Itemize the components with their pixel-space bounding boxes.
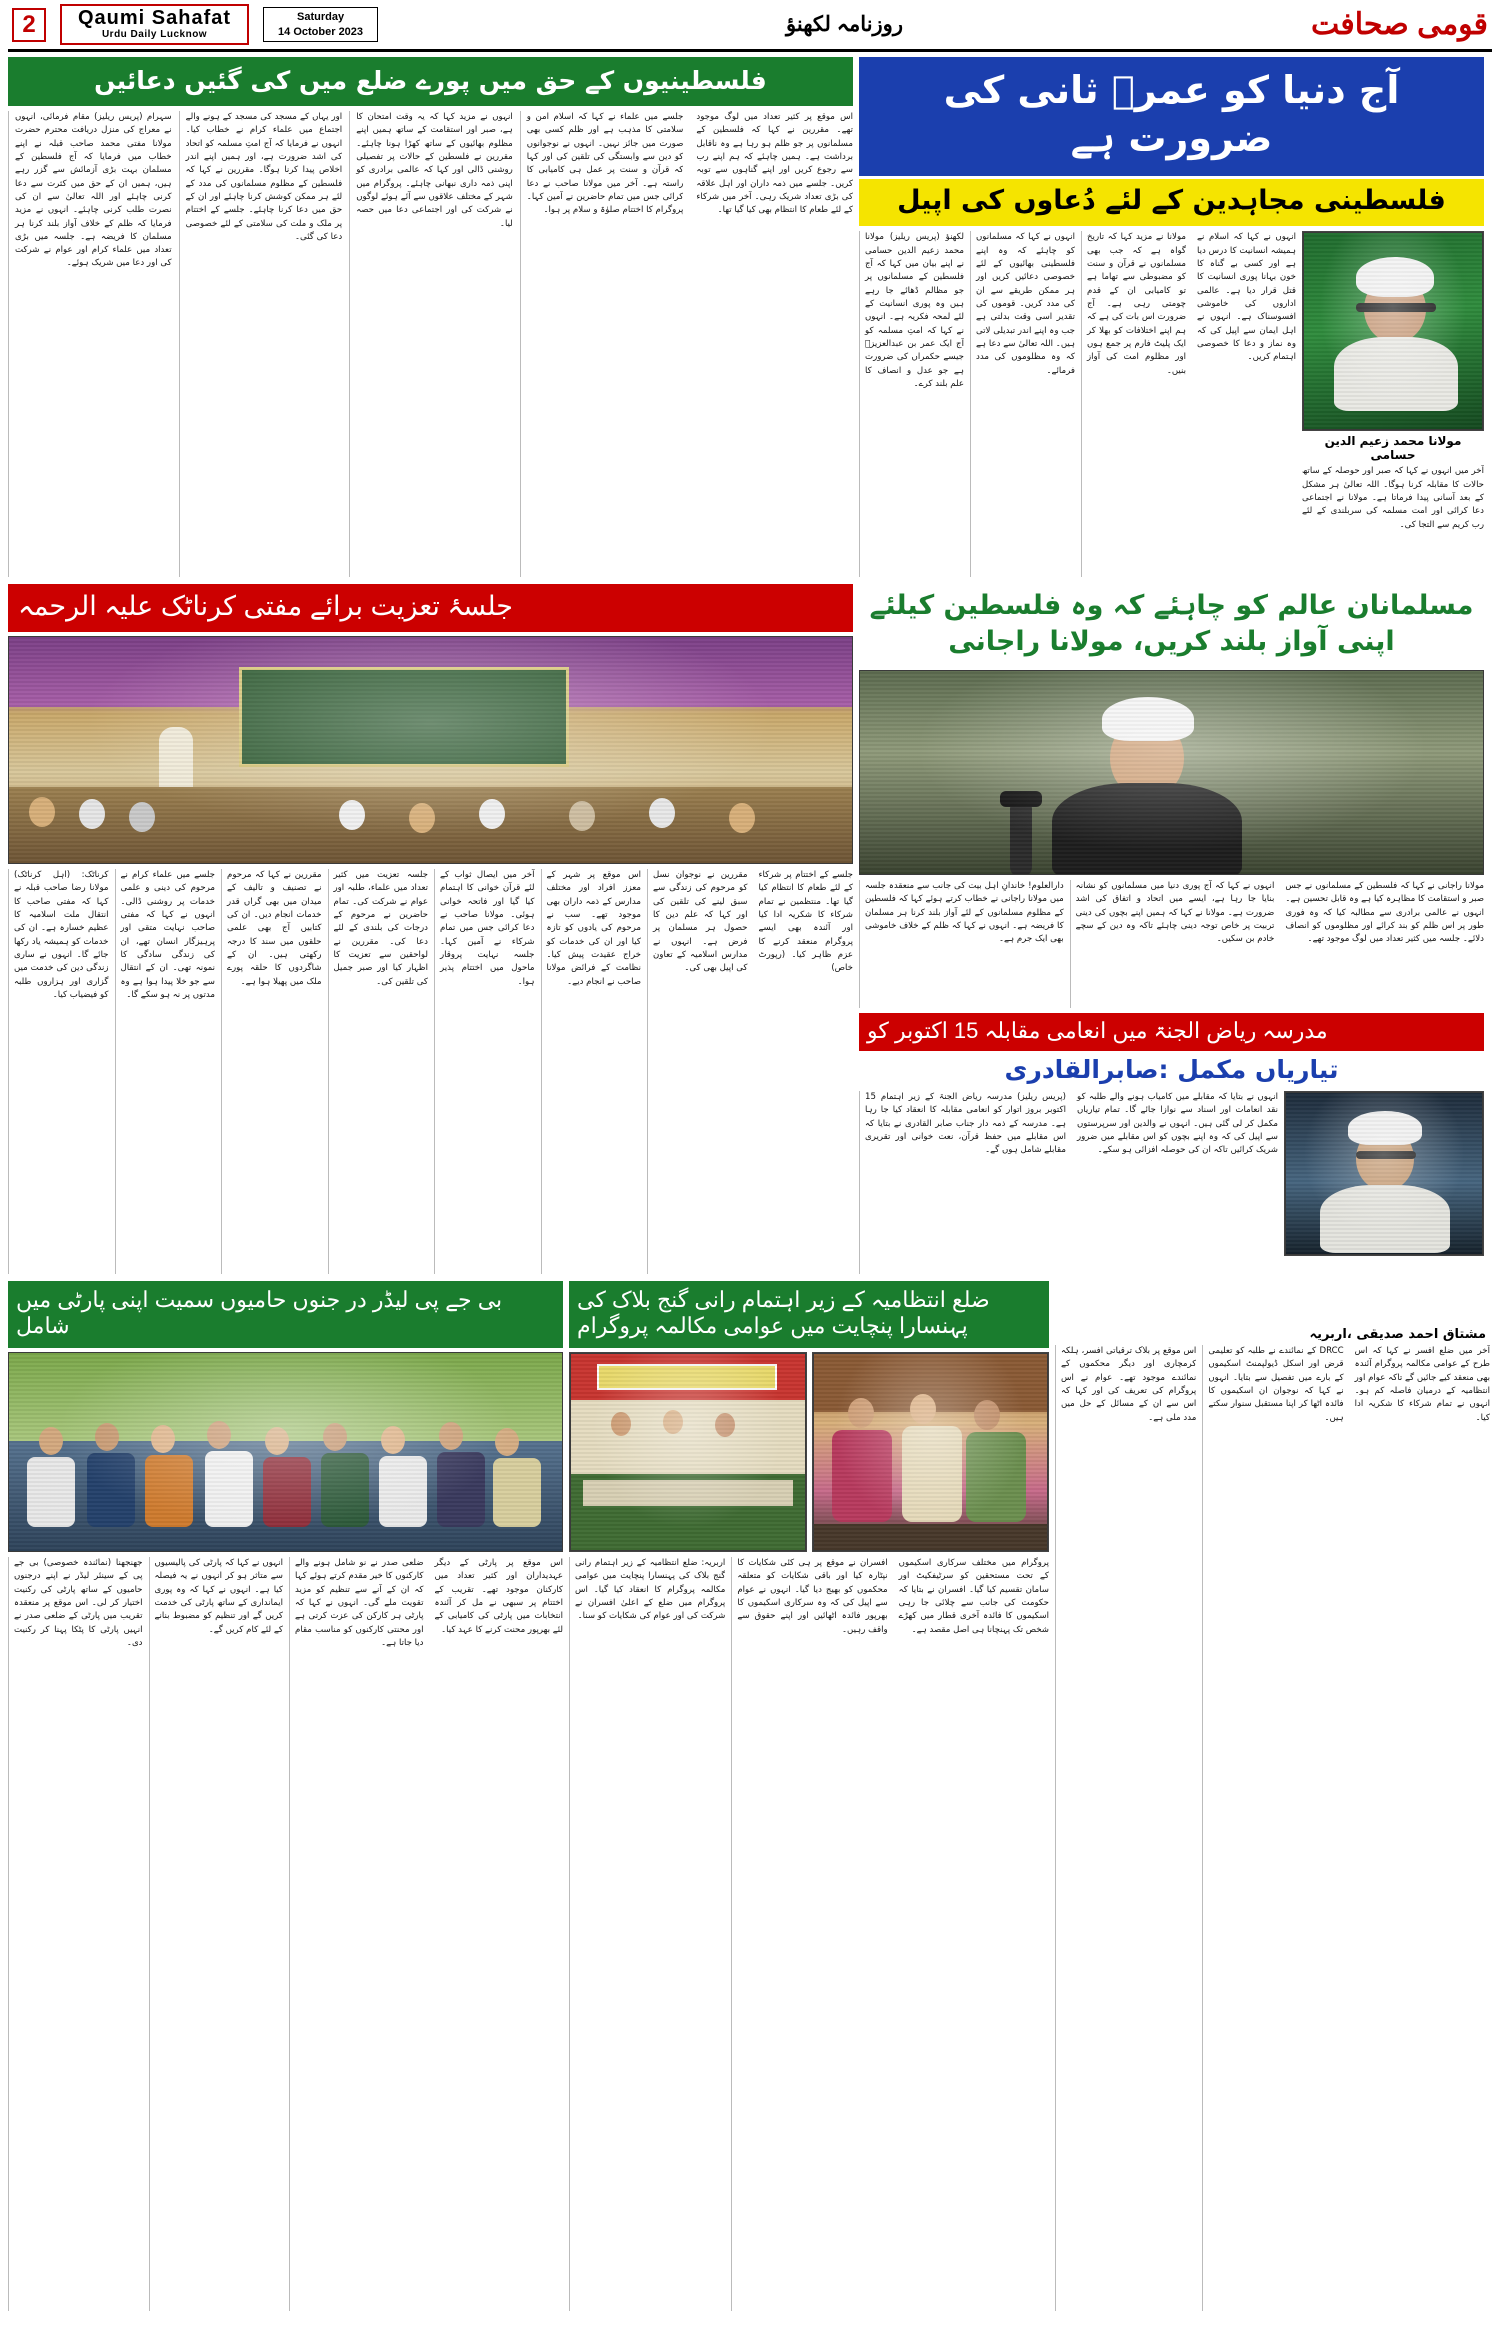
date-box bbox=[263, 7, 378, 42]
masthead-left bbox=[12, 4, 378, 45]
column-text: مقررین نے کہا کہ مرحوم نے تصنیف و تالیف کے میدان میں بھی گراں قدر خدمات انجام دیں۔ ان کی کتابیں آج بھی علمی حلقوں میں سند کا درجہ رکھتی ہیں۔ ان کے شاگردوں کا حلقہ پورے ملک میں پھیلا ہوا ہے۔ bbox=[221, 869, 322, 1274]
day-label: Saturday bbox=[297, 11, 345, 24]
column-text: جھنجھنا (نمائندہ خصوصی) بی جے پی کے سینئر لیڈر نے اپنے درجنوں حامیوں کے ساتھ پارٹی کی رکنیت اختیار کر لی۔ اس موقع پر منعقدہ تقریب میں پارٹی کے ضلعی صدر نے انہیں پارٹی کا پٹکا پہنا کر رکنیت دی۔ bbox=[8, 1557, 143, 2311]
article-madrasa-body bbox=[859, 1091, 1484, 1274]
column-text: DRCC کے نمائندے نے طلبہ کو تعلیمی قرض اور اسکل ڈیولپمنٹ اسکیموں کے بارے میں تفصیل سے بتایا۔ انہوں نے کہا کہ نوجوان ان اسکیموں کا فائدہ اٹھا کر اپنا مستقبل سنوار سکتے ہیں۔ bbox=[1202, 1345, 1343, 2311]
article-panchayat-byline: مشتاق احمد صدیقی ،اربریہ bbox=[1309, 1327, 1486, 1342]
photo-caption: مولانا محمد زعیم الدین حسامی bbox=[1324, 434, 1462, 463]
article-duain-headline: فلسطینیوں کے حق میں پورے ضلع میں کی گئیں دعائیں bbox=[8, 57, 853, 106]
column-text: جلسہ تعزیت میں کثیر تعداد میں علماء، طلبہ اور عوام نے شرکت کی۔ تمام حاضرین نے مرحوم کے درجات کی بلندی کے لئے دعا کی۔ مقررین نے لواحقین سے تعزیت کا اظہار کیا اور صبر جمیل کی تلقین کی۔ bbox=[328, 869, 429, 1274]
article-panchayat-left-part bbox=[569, 1281, 1049, 2311]
article-panchayat-photos bbox=[569, 1352, 1049, 1552]
article-alim-photo bbox=[859, 670, 1484, 875]
column-text: اس موقع پر کثیر تعداد میں لوگ موجود تھے۔ مقررین نے کہا کہ فلسطین کے مسلمانوں پر جو ظلم ہو رہا ہے وہ ناقابل برداشت ہے۔ ہمیں چاہئے کہ ہم اپنے رب سے رجوع کریں اور اپنے گناہوں سے توبہ کریں۔ جلسے میں ذمہ داران اور اہل علاقہ کی بڑی تعداد شریک رہی۔ آخر میں شرکاء کے لئے طعام کا انتظام بھی کیا گیا تھا۔ bbox=[696, 112, 853, 216]
column-text: انہوں نے کہا کہ پارٹی کی پالیسیوں سے متاثر ہو کر انہوں نے یہ فیصلہ کیا ہے۔ انہوں نے کہا کہ وہ پوری ایمانداری کے ساتھ پارٹی کی خدمت کریں گے اور تنظیم کو مضبوط بنانے کے لئے کام کریں گے۔ bbox=[149, 1557, 284, 2311]
article-lead-columns bbox=[859, 231, 1296, 577]
english-nameplate bbox=[60, 4, 249, 45]
article-taziyat-body bbox=[8, 869, 853, 1274]
column-text: انہوں نے کہا کہ آج پوری دنیا میں مسلمانوں کو نشانہ بنایا جا رہا ہے، ایسے میں اتحاد و اتفاق کی اشد ضرورت ہے۔ مولانا نے کہا کہ ہمیں اپنے بچوں کی دینی تربیت پر خاص توجہ دینی چاہئے تاکہ وہ دین کے سچے خادم بن سکیں۔ bbox=[1070, 880, 1275, 1008]
photo-content bbox=[859, 670, 1484, 875]
article-bjp-headline: بی جے پی لیڈر در جنوں حامیوں سمیت اپنی پارٹی میں شامل bbox=[8, 1281, 563, 1348]
article-madrasa-columns bbox=[859, 1091, 1278, 1274]
section-top bbox=[8, 57, 1492, 577]
article-panchayat-body-right bbox=[1055, 1345, 1490, 2311]
column-text: اس موقع پر شہر کے معزز افراد اور مختلف مدارس کے ذمہ داران بھی موجود تھے۔ سب نے مرحوم کی یادوں کو تازہ کیا اور ان کی خدمات کو خراج عقیدت پیش کیا۔ نظامت کے فرائض مولانا صاحب نے انجام دیے۔ bbox=[541, 869, 642, 1274]
article-lead bbox=[859, 57, 1484, 577]
photo-maulana-portrait bbox=[1302, 231, 1484, 431]
column-text: (پریس ریلیز) مدرسہ ریاض الجنۃ کے زیر اہتمام 15 اکتوبر بروز اتوار کو انعامی مقابلہ کا انعقاد کیا جا رہا ہے۔ مدرسہ کے ذمہ دار جناب صابر القادری نے بتایا کہ اس مقابلے میں حفظ قرآن، نعت خوانی اور تقریری مقابلے شامل ہوں گے۔ bbox=[859, 1091, 1066, 1274]
article-bjp-body bbox=[8, 1557, 563, 2311]
section-bottom bbox=[8, 1281, 1492, 2311]
right-column-middle bbox=[859, 584, 1484, 1274]
article-alim-body bbox=[859, 880, 1484, 1008]
article-lead-body bbox=[859, 231, 1484, 577]
column-text: افسران نے موقع پر ہی کئی شکایات کا نپٹارہ کیا اور باقی شکایات کو متعلقہ محکموں کو بھیج دیا گیا۔ انہوں نے عوام سے اپیل کی کہ وہ سرکاری اسکیموں کا بھرپور فائدہ اٹھائیں اور اپنے حقوق سے واقف رہیں۔ bbox=[731, 1557, 887, 2311]
article-alim bbox=[859, 584, 1484, 1008]
article-duain bbox=[8, 57, 853, 577]
article-lead-headline-primary: آج دنیا کو عمرؓ ثانی کی ضرورت ہے bbox=[859, 57, 1484, 176]
column-text: انہوں نے بتایا کہ مقابلے میں کامیاب ہونے والے طلبہ کو نقد انعامات اور اسناد سے نوازا جائے گا۔ تمام تیاریاں مکمل کر لی گئی ہیں۔ انہوں نے والدین اور سرپرستوں سے اپیل کی کہ وہ اپنے بچوں کو اس مقابلے میں ضرور شریک کرائیں تاکہ ان کی حوصلہ افزائی ہو سکے۔ bbox=[1077, 1091, 1278, 1156]
article-panchayat-headline: ضلع انتظامیہ کے زیر اہتمام رانی گنج بلاک کی پہنسارا پنچایت میں عوامی مکالمہ پروگرام bbox=[569, 1281, 1049, 1348]
column-text: جلسے میں علماء نے کہا کہ اسلام امن و سلامتی کا مذہب ہے اور ظلم کسی بھی صورت میں جائز نہیں۔ انہوں نے نوجوانوں کو دین سے وابستگی کی تلقین کی اور کہا کہ قرآن و سنت پر عمل ہی کامیابی کا راستہ ہے۔ آخر میں مولانا صاحب نے دعا کرائی جس میں تمام حاضرین نے آمین کہا۔ پروگرام کا اختتام صلوٰۃ و سلام پر ہوا۔ bbox=[520, 111, 684, 577]
column-text: اس موقع پر پارٹی کے دیگر عہدیداران اور کثیر تعداد میں کارکنان موجود تھے۔ تقریب کے اختتام پر سبھی نے مل کر آئندہ انتخابات میں پارٹی کی کامیابی کے لئے بھرپور محنت کرنے کا عہد کیا۔ bbox=[434, 1558, 563, 1635]
photo-content bbox=[8, 636, 853, 864]
column-text: اربریہ: ضلع انتظامیہ کے زیر اہتمام رانی گنج بلاک کی پہنسارا پنچایت میں عوامی مکالمہ پروگرام کا انعقاد کیا گیا۔ اس پروگرام میں ضلع کے اعلیٰ افسران نے شرکت کی اور عوام کی شکایات کو سنا۔ bbox=[569, 1557, 725, 2311]
column-text: انہوں نے مزید کہا کہ یہ وقت امتحان کا ہے، صبر اور استقامت کے ساتھ ہمیں اپنے مظلوم بھائیوں کے ساتھ کھڑا ہونا چاہئے۔ مقررین نے فلسطین کے حالات پر تفصیلی روشنی ڈالی اور کہا کہ عالمی برادری کو اپنی ذمہ داری نبھانی چاہئے۔ پروگرام میں شہر کے مختلف علاقوں سے آئے ہوئے لوگوں نے شرکت کی اور اجتماعی دعا میں حصہ لیا۔ bbox=[349, 111, 513, 577]
page-number: 2 bbox=[12, 8, 46, 42]
photo-panchayat-meeting-stage bbox=[569, 1352, 807, 1552]
column-text: آخر میں ایصال ثواب کے لئے قرآن خوانی کا اہتمام کیا گیا اور فاتحہ خوانی ہوئی۔ مولانا صاحب نے دعا کرائی جس میں تمام شرکاء نے آمین کہا۔ جلسہ نہایت پروقار ماحول میں اختتام پذیر ہوا۔ bbox=[434, 869, 535, 1274]
article-panchayat-right-part bbox=[1055, 1281, 1490, 2311]
column-text: کرناٹک: (اہل کرناٹک) مولانا رضا صاحب قبلہ نے کہا کہ مفتی صاحب کا انتقال ملت اسلامیہ کا عظیم خسارہ ہے۔ ان کی خدمات کو ہمیشہ یاد رکھا جائے گا۔ انہوں نے ساری زندگی دین کی خدمت میں گزاری اور ہزاروں طلبہ کو فیضیاب کیا۔ bbox=[8, 869, 109, 1274]
urdu-daily-label: روزنامہ لکھنؤ bbox=[786, 13, 903, 36]
column-text: دارالعلوم! خاندانِ اہل بیت کی جانب سے منعقدہ جلسہ میں مولانا راجانی نے خطاب کرتے ہوئے کہا کہ فلسطین کے مظلوم مسلمانوں کے لئے آواز بلند کرنا ہر مسلمان کا فریضہ ہے۔ انہوں نے کہا کہ ظلم کے خلاف خاموشی بھی ایک جرم ہے۔ bbox=[859, 880, 1064, 1008]
column-text: انہوں نے کہا کہ اسلام نے ہمیشہ انسانیت کا درس دیا ہے اور کسی بے گناہ کا خون بہانا پوری انسانیت کا قتل قرار دیا ہے۔ عالمی اداروں کی خاموشی افسوسناک ہے۔ انہوں نے اہل ایمان سے اپیل کی کہ وہ نماز و دعا کا خصوصی اہتمام کریں۔ bbox=[1197, 232, 1296, 363]
article-lead-photo-block bbox=[1302, 231, 1484, 577]
column-text: اس موقع پر بلاک ترقیاتی افسر، ہلکہ کرمچاری اور دیگر محکموں کے نمائندے موجود تھے۔ عوام نے اس پروگرام کی تعریف کی اور کہا کہ اس سے ان کے مسائل کے حل میں مدد ملی ہے۔ bbox=[1055, 1345, 1196, 2311]
column-text: سہرام (پریس ریلیز) مقام فرمائی، انہوں نے معراج کی منزل دریافت محترم حضرت مولانا مفتی محمد صاحب قبلہ نے اپنے خطاب میں فرمایا کہ آج فلسطین کے مسلمان بہت بڑی آزمائش سے گزر رہے ہیں، ہمیں ان کے حق میں کثرت سے دعا کرنی چاہئے اور اللہ تعالیٰ سے ان کی نصرت طلب کرنی چاہئے۔ انہوں نے مزید فرمایا کہ ظلم کے خلاف آواز بلند کرنا ہر مسلمان کا فریضہ ہے۔ جلسہ میں بڑی تعداد میں علماء کرام اور عوام نے شرکت کی اور دعا میں شریک ہوئے۔ bbox=[8, 111, 172, 577]
photo-content bbox=[813, 1353, 1049, 1551]
article-madrasa-headline-secondary: تیاریاں مکمل :صابرالقادری bbox=[1004, 1054, 1339, 1084]
english-title: Qaumi Sahafat bbox=[78, 7, 232, 29]
column-text: پروگرام میں مختلف سرکاری اسکیموں کے تحت مستحقین کو سرٹیفکیٹ اور سامان تقسیم کیا گیا۔ افسران نے بتایا کہ حکومت کی جانب سے چلائی جا رہی اسکیموں کا فائدہ آخری قطار میں کھڑے شخص تک پہنچانا ہی اصل مقصد ہے۔ bbox=[898, 1558, 1049, 1635]
photo-panchayat-certificate-distribution bbox=[812, 1352, 1050, 1552]
article-lead-headline-secondary: فلسطینی مجاہدین کے لئے دُعاوں کی اپیل bbox=[859, 179, 1484, 226]
article-taziyat-photo bbox=[8, 636, 853, 864]
english-subtitle: Urdu Daily Lucknow bbox=[101, 29, 208, 40]
section-middle bbox=[8, 584, 1492, 1274]
column-text: آخر میں انہوں نے کہا کہ صبر اور حوصلہ کے ساتھ حالات کا مقابلہ کرنا ہوگا۔ اللہ تعالیٰ ہر مشکل کے بعد آسانی پیدا فرماتا ہے۔ مولانا نے اجتماعی دعا کرائی اور امت مسلمہ کی سربلندی کے لئے رب کریم سے التجا کی۔ bbox=[1302, 466, 1484, 530]
article-bjp-photo bbox=[8, 1352, 563, 1552]
date-label: 14 October 2023 bbox=[278, 25, 364, 38]
photo-sabir-qadri bbox=[1284, 1091, 1484, 1256]
article-madrasa bbox=[859, 1008, 1484, 1274]
masthead bbox=[8, 6, 1492, 52]
article-panchayat-body-left bbox=[569, 1557, 1049, 2311]
column-text: جلسے کے اختتام پر شرکاء کے لئے طعام کا انتظام کیا گیا تھا۔ منتظمین نے تمام شرکاء کا شکریہ ادا کیا اور آئندہ بھی ایسے پروگرام منعقد کرنے کا عزم ظاہر کیا۔ (رپورٹ خاص) bbox=[758, 870, 853, 974]
column-text: مولانا راجانی نے کہا کہ فلسطین کے مسلمانوں نے جس صبر و استقامت کا مظاہرہ کیا ہے وہ قابل تحسین ہے۔ انہوں نے عالمی برادری سے مطالبہ کیا کہ وہ فوری طور پر اس ظلم کو بند کرائے اور مظلوموں کو انصاف دلائے۔ جلسہ میں کثیر تعداد میں لوگ موجود تھے۔ bbox=[1285, 880, 1484, 945]
article-madrasa-photo-block bbox=[1284, 1091, 1484, 1274]
photo-content bbox=[8, 1352, 563, 1552]
article-taziyat-headline: جلسۂ تعزیت برائے مفتی کرناٹک علیہ الرحمہ bbox=[8, 584, 853, 632]
column-text: جلسے میں علماء کرام نے مرحوم کی دینی و علمی خدمات پر روشنی ڈالی۔ انہوں نے کہا کہ مفتی صاحب نہایت متقی اور پرہیزگار انسان تھے، ان کی زندگی سادگی کا نمونہ تھی۔ ان کے انتقال سے جو خلا پیدا ہوا ہے وہ مدتوں پر نہ ہو سکے گا۔ bbox=[115, 869, 216, 1274]
column-text: مولانا نے مزید کہا کہ تاریخ گواہ ہے کہ جب بھی مسلمانوں نے قرآن و سنت کو مضبوطی سے تھاما ہے تو کامیابی ان کے قدم چومتی رہی ہے۔ آج ضرورت اس بات کی ہے کہ ہم اپنے اختلافات کو بھلا کر ایک پلیٹ فارم پر جمع ہوں اور مظلوم امت کی آواز بنیں۔ bbox=[1081, 231, 1186, 577]
column-text: انہوں نے کہا کہ مسلمانوں کو چاہئے کہ وہ اپنے فلسطینی بھائیوں کے لئے خصوصی دعائیں کریں اور ہر ممکن طریقے سے ان کی مدد کریں۔ قوموں کی تقدیر اسی وقت بدلتی ہے جب وہ اپنے اندر تبدیلی لاتی ہیں۔ اللہ تعالیٰ سے دعا ہے کہ وہ مظلوموں کی مدد فرمائے۔ bbox=[970, 231, 1075, 577]
article-alim-headline: مسلمانان عالم کو چاہئے کہ وہ فلسطین کیلئے اپنی آواز بلند کریں، مولانا راجانی bbox=[869, 590, 1474, 658]
column-text: ضلعی صدر نے نو شامل ہونے والے کارکنوں کا خیر مقدم کرتے ہوئے کہا کہ ان کے آنے سے تنظیم کو مزید تقویت ملے گی۔ انہوں نے کہا کہ پارٹی ہر کارکن کی عزت کرتی ہے اور محنتی کارکنوں کو مناسب مقام دیا جاتا ہے۔ bbox=[289, 1557, 424, 2311]
article-madrasa-headline-primary: مدرسہ ریاض الجنۃ میں انعامی مقابلہ 15 اکتوبر کو bbox=[859, 1013, 1484, 1051]
article-duain-body bbox=[8, 111, 853, 577]
photo-content bbox=[570, 1353, 806, 1551]
article-taziyat bbox=[8, 584, 853, 1274]
photo-caption bbox=[1284, 1256, 1484, 1262]
photo-content bbox=[1285, 1092, 1483, 1255]
column-text: آخر میں ضلع افسر نے کہا کہ اس طرح کے عوامی مکالمہ پروگرام آئندہ بھی منعقد کیے جائیں گے تاکہ عوام اور انتظامیہ کے درمیان فاصلہ کم ہو۔ انہوں نے تمام شرکاء کا شکریہ ادا کیا۔ bbox=[1354, 1346, 1490, 1423]
column-text: لکھنؤ (پریس ریلیز) مولانا محمد زعیم الدین حسامی نے اپنے بیان میں کہا کہ آج فلسطین کے مسلمانوں پر جو مظالم ڈھائے جا رہے ہیں وہ پوری انسانیت کے لئے لمحہ فکریہ ہے۔ انہوں نے کہا کہ امتِ مسلمہ کو آج ایک عمر بن عبدالعزیزؒ جیسے حکمراں کی ضرورت ہے جو عدل و انصاف کا علم بلند کرے۔ bbox=[859, 231, 964, 577]
photo-content bbox=[1303, 232, 1483, 430]
column-text: مقررین نے نوجوان نسل کو مرحوم کی زندگی سے سبق لینے کی تلقین کی اور کہا کہ علم دین کا حصول ہر مسلمان پر فرض ہے۔ انہوں نے مدارس اسلامیہ کے تعاون کی اپیل بھی کی۔ bbox=[647, 869, 748, 1274]
article-bjp bbox=[8, 1281, 563, 2311]
column-text: اور یہاں کے مسجد کی مسجد کے ہونے والے اجتماع میں علماء کرام نے خطاب کیا۔ انہوں نے فرمایا کہ آج امتِ مسلمہ کو اتحاد کی اشد ضرورت ہے، اور ہمیں اپنے اندر اخلاص پیدا کرنا ہوگا۔ مقررین نے کہا کہ فلسطین کے مظلوم مسلمانوں کی مدد کے لئے ہر ممکن کوشش کرنا چاہئے اور ان کے حق میں دعا کرنا چاہئے۔ جلسے کے اختتام پر ملک و ملت کی سلامتی کے لئے خصوصی دعا کی گئی۔ bbox=[179, 111, 343, 577]
urdu-logo: قومی صحافت bbox=[1310, 7, 1488, 41]
